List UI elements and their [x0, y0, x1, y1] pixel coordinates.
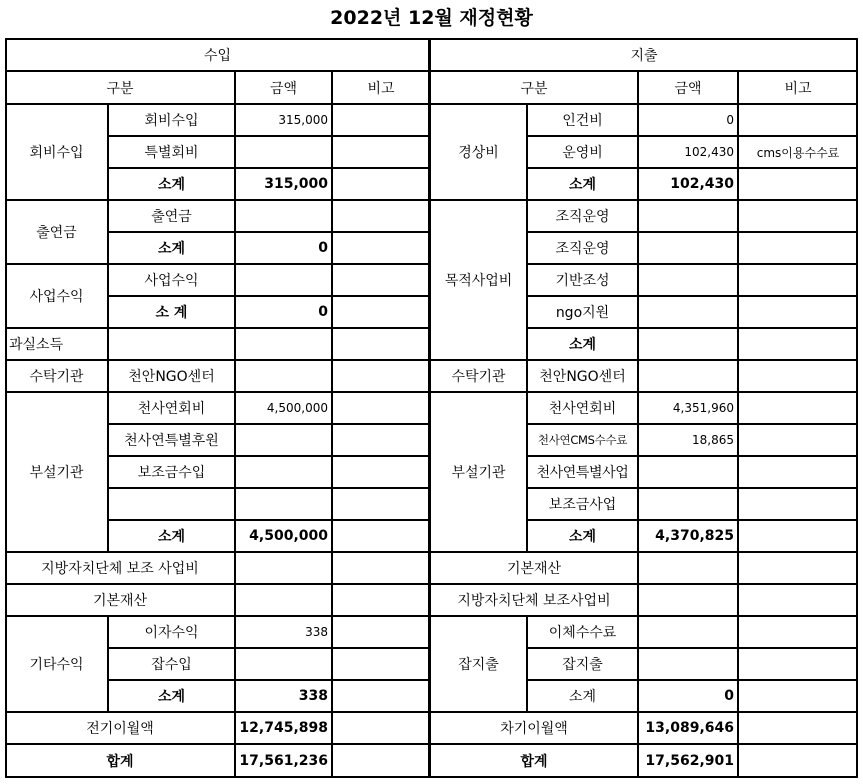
income-other-subtotal-amount: 338	[235, 680, 332, 712]
expense-note-header: 비고	[738, 71, 858, 104]
income-membership-subtotal: 소계	[108, 168, 235, 200]
income-contribution-subtotal: 소계	[108, 232, 235, 264]
expense-misc-item1: 이체수수료	[527, 616, 638, 648]
income-contribution-group: 출연금	[5, 200, 108, 264]
expense-trust-item: 천안NGO센터	[527, 360, 638, 392]
expense-purpose-item2: 조직운영	[527, 232, 638, 264]
expense-affiliate-subtotal-amount: 4,370,825	[638, 520, 738, 552]
finance-table	[5, 38, 858, 778]
income-membership-subtotal-amount: 315,000	[235, 168, 332, 200]
income-prior-label: 과실소득	[5, 328, 108, 360]
income-note-cell	[332, 744, 430, 778]
income-affiliate-subtotal-amount: 4,500,000	[235, 520, 332, 552]
income-local-gov-label: 지방자치단체 보조 사업비	[5, 552, 235, 584]
expense-category-header: 구분	[430, 71, 638, 104]
expense-misc-subtotal: 소계	[527, 680, 638, 712]
expense-amount-header: 금액	[638, 71, 738, 104]
income-note-cell	[332, 456, 430, 488]
income-note-cell	[332, 552, 430, 584]
income-affiliate-blank	[108, 488, 235, 520]
income-note-cell	[332, 104, 430, 136]
expense-affiliate-item2: 천사연CMS수수료	[527, 424, 638, 456]
expense-amount-cell	[638, 328, 738, 360]
expense-amount-cell	[638, 456, 738, 488]
income-note-cell	[332, 232, 430, 264]
expense-affiliate-item3: 천사연특별사업	[527, 456, 638, 488]
expense-affiliate-item1: 천사연회비	[527, 392, 638, 424]
income-other-subtotal: 소계	[108, 680, 235, 712]
expense-affiliate-item2-amount: 18,865	[638, 424, 738, 456]
income-note-cell	[332, 680, 430, 712]
expense-local-gov-label: 지방자치단체 보조사업비	[430, 584, 638, 616]
expense-affiliate-group: 부설기관	[430, 392, 527, 552]
income-membership-item2: 특별회비	[108, 136, 235, 168]
income-amount-cell	[235, 136, 332, 168]
income-contribution-subtotal-amount: 0	[235, 232, 332, 264]
expense-note-cell	[738, 424, 858, 456]
income-other-item1-amount: 338	[235, 616, 332, 648]
income-affiliate-group: 부설기관	[5, 392, 108, 552]
expense-note-cell	[738, 616, 858, 648]
expense-note-cell	[738, 264, 858, 296]
income-note-cell	[332, 392, 430, 424]
income-note-cell	[332, 488, 430, 520]
income-membership-item1: 회비수입	[108, 104, 235, 136]
income-note-cell	[332, 520, 430, 552]
income-note-cell	[332, 264, 430, 296]
expense-note-cell	[738, 744, 858, 778]
expense-amount-cell	[638, 488, 738, 520]
expense-operating-group: 경상비	[430, 104, 527, 200]
expense-amount-cell	[638, 360, 738, 392]
expense-note-cell	[738, 488, 858, 520]
expense-amount-cell	[638, 200, 738, 232]
expense-note-cell	[738, 168, 858, 200]
expense-operating-subtotal: 소계	[527, 168, 638, 200]
income-note-cell	[332, 648, 430, 680]
income-amount-cell	[235, 328, 332, 360]
income-header: 수입	[5, 38, 430, 71]
income-business-item1: 사업수익	[108, 264, 235, 296]
income-amount-cell	[235, 456, 332, 488]
income-amount-cell	[235, 264, 332, 296]
income-note-cell	[332, 296, 430, 328]
expense-note-cell	[738, 648, 858, 680]
income-other-item2: 잡수입	[108, 648, 235, 680]
expense-operating-item1: 인건비	[527, 104, 638, 136]
income-note-cell	[332, 712, 430, 744]
expense-amount-cell	[638, 296, 738, 328]
income-other-item1: 이자수익	[108, 616, 235, 648]
page-title: 2022년 12월 재정현황	[330, 7, 533, 29]
income-amount-cell	[235, 200, 332, 232]
expense-purpose-item1: 조직운영	[527, 200, 638, 232]
expense-purpose-group: 목적사업비	[430, 200, 527, 360]
income-prior-item	[108, 328, 235, 360]
expense-note-cell	[738, 680, 858, 712]
expense-operating-item1-amount: 0	[638, 104, 738, 136]
income-note-cell	[332, 200, 430, 232]
expense-carry-out-label: 차기이월액	[430, 712, 638, 744]
income-total-label: 합계	[5, 744, 235, 778]
expense-operating-item2: 운영비	[527, 136, 638, 168]
income-amount-header: 금액	[235, 71, 332, 104]
income-business-group: 사업수익	[5, 264, 108, 328]
expense-note-cell	[738, 104, 858, 136]
expense-trust-group: 수탁기관	[430, 360, 527, 392]
income-membership-item1-amount: 315,000	[235, 104, 332, 136]
income-business-subtotal-amount: 0	[235, 296, 332, 328]
expense-basic-assets-label: 기본재산	[430, 552, 638, 584]
income-affiliate-item2: 천사연특별후원	[108, 424, 235, 456]
expense-purpose-item4: ngo지원	[527, 296, 638, 328]
expense-note-cell	[738, 392, 858, 424]
income-amount-cell	[235, 584, 332, 616]
expense-note-cell	[738, 712, 858, 744]
expense-operating-subtotal-amount: 102,430	[638, 168, 738, 200]
income-total-amount: 17,561,236	[235, 744, 332, 778]
expense-affiliate-item4: 보조금사업	[527, 488, 638, 520]
income-amount-cell	[235, 552, 332, 584]
income-affiliate-item1-amount: 4,500,000	[235, 392, 332, 424]
expense-amount-cell	[638, 616, 738, 648]
income-amount-cell	[235, 360, 332, 392]
income-note-cell	[332, 584, 430, 616]
expense-amount-cell	[638, 584, 738, 616]
income-note-cell	[332, 360, 430, 392]
expense-note-cell	[738, 552, 858, 584]
expense-note-cell	[738, 360, 858, 392]
income-note-cell	[332, 328, 430, 360]
income-note-cell	[332, 424, 430, 456]
expense-total-label: 합계	[430, 744, 638, 778]
income-note-cell	[332, 616, 430, 648]
expense-misc-group: 잡지출	[430, 616, 527, 712]
income-business-subtotal: 소 계	[108, 296, 235, 328]
income-amount-cell	[235, 648, 332, 680]
expense-header: 지출	[430, 38, 858, 71]
expense-note-cell	[738, 328, 858, 360]
income-affiliate-subtotal: 소계	[108, 520, 235, 552]
expense-note-cell	[738, 584, 858, 616]
expense-carry-out-amount: 13,089,646	[638, 712, 738, 744]
expense-misc-item2: 잡지출	[527, 648, 638, 680]
income-note-cell	[332, 168, 430, 200]
expense-purpose-subtotal: 소계	[527, 328, 638, 360]
expense-note-cell	[738, 200, 858, 232]
expense-note-cell	[738, 296, 858, 328]
expense-amount-cell	[638, 648, 738, 680]
expense-note-cell	[738, 520, 858, 552]
expense-note-cell	[738, 456, 858, 488]
income-carry-in-label: 전기이월액	[5, 712, 235, 744]
expense-affiliate-item1-amount: 4,351,960	[638, 392, 738, 424]
expense-amount-cell	[638, 232, 738, 264]
expense-misc-subtotal-amount: 0	[638, 680, 738, 712]
expense-amount-cell	[638, 264, 738, 296]
expense-operating-item2-note: cms이용수수료	[738, 136, 858, 168]
expense-affiliate-subtotal: 소계	[527, 520, 638, 552]
income-affiliate-item1: 천사연회비	[108, 392, 235, 424]
income-category-header: 구분	[5, 71, 235, 104]
income-membership-group: 회비수입	[5, 104, 108, 200]
expense-total-amount: 17,562,901	[638, 744, 738, 778]
income-carry-in-amount: 12,745,898	[235, 712, 332, 744]
income-contribution-item1: 출연금	[108, 200, 235, 232]
income-note-cell	[332, 136, 430, 168]
expense-purpose-item3: 기반조성	[527, 264, 638, 296]
income-amount-cell	[235, 424, 332, 456]
income-trust-item: 천안NGO센터	[108, 360, 235, 392]
income-basic-assets-label: 기본재산	[5, 584, 235, 616]
income-other-group: 기타수익	[5, 616, 108, 712]
income-amount-cell	[235, 488, 332, 520]
expense-note-cell	[738, 232, 858, 264]
expense-operating-item2-amount: 102,430	[638, 136, 738, 168]
income-trust-group: 수탁기관	[5, 360, 108, 392]
income-affiliate-item3: 보조금수입	[108, 456, 235, 488]
income-note-header: 비고	[332, 71, 430, 104]
expense-amount-cell	[638, 552, 738, 584]
